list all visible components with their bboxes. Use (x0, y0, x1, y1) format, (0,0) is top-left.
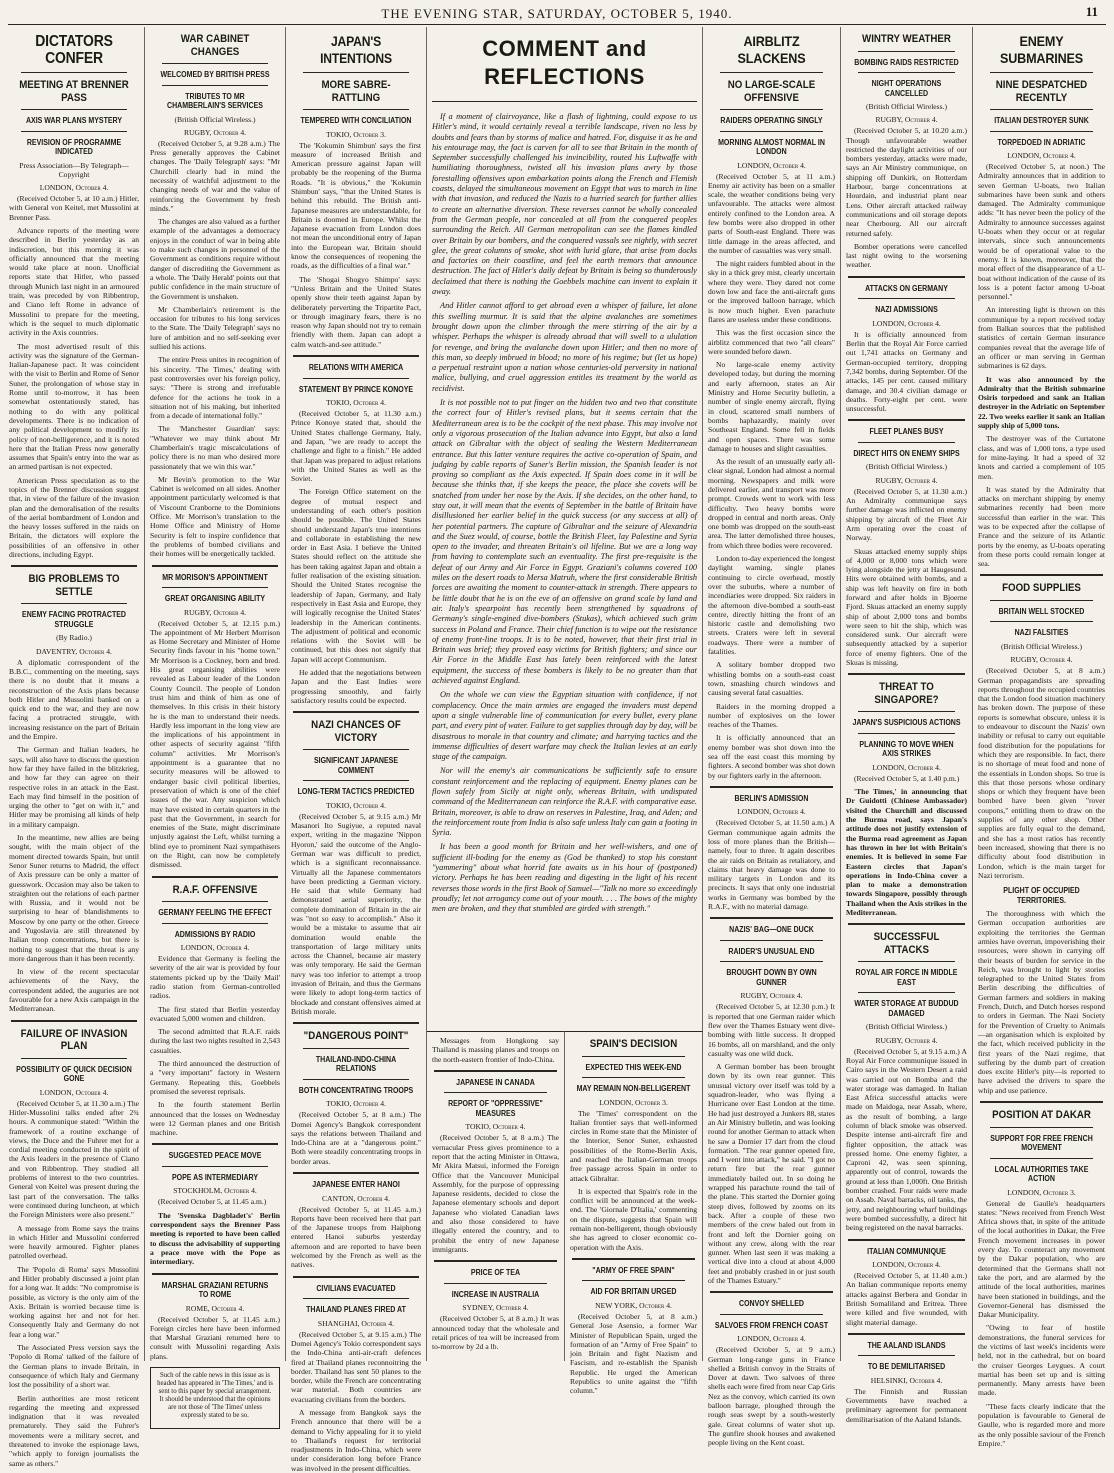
headline: BIG PROBLEMS TO SETTLE (28, 573, 120, 598)
deck: THAILAND PLANES FIRED AT (306, 1305, 406, 1315)
article-paragraph: London to-day experienced the longest daylight warning, single planes continuing to circle overhead, mostly over the suburbs, where a number of incendiaries were dropped. Six raiders in the afternoon dive-bombed a south-east centre, directly hitting the front of an historic castle and demolishing two streets. Craters were left in several roadways. There were a number of fatalities. (708, 554, 835, 657)
dateline: LONDON, October 4. (872, 318, 941, 328)
dateline-source: Press Association—By Telegraph—Copyright (19, 160, 129, 179)
dateline: DAVENTRY, October 4. (36, 646, 112, 656)
dateline: NEW YORK, October 4. (595, 1300, 672, 1310)
article-paragraph: As the result of an unusually early all-clear signal, London had almost a normal morning. Newspapers and milk were delivered earlier, and transport was more prompt. Crowds went to work with less difficulty. Two heavy bombs were dropped in central and north areas. Only one bomb was dropped on the south-east area. The latter demolished three houses, from which three bodies were recovered. (708, 457, 835, 550)
article-paragraph: Nor will the enemy's air communications be sufficiently safe to ensure constant reinforcement and the replacing of equipment. Enemy planes can be flown safely from Sicily at night only, whereas Britain, with undisputed command of the Mediterranean can reinforce the R.A.F. with comparative ease. Britain, moreover, is able to draw on reserves in Palestine, Iraq, and Aden; and the reinforcement route from India is also safe unless Italy can gain a footing in Syria. (432, 766, 697, 838)
headline: JAPANESE ENTER HANOI (312, 1180, 400, 1190)
deck: AXIS WAR PLANS MYSTERY (25, 116, 123, 125)
article-paragraph: In view of the recent spectacular achievements of the Navy, the correspondent added, the auguries are not favourable for a new Axis campaign in the Mediterranean. (9, 967, 139, 1014)
article-paragraph: The 'Kokumin Shimbun' says the first measure of increased British and American pressure against Japan will probably be the reopening of the Burma Roads. "It is obvious," the 'Kokumin Shimbun' says, "that the United States is behind this rebuild. The British anti-Japanese measures are understandable, for Britain is doomed in Europe. Whilst the Japanese evacuation from London does not mean the unconditional entry of Japan into the European war, Britain should know the consequences of reopening the roads, as the difficulties of a final war." (291, 140, 421, 271)
article-paragraph: "Owing to fear of hostile demonstrations, the funeral services for the victims of last week's incidents were held, not in the cathedral, but on board the cruiser Georges Leygues. A court martial has been set up and is sitting permanently. Many arrests have been made. (978, 1323, 1105, 1398)
article-paragraph: In the meantime, new allies are being sought, with the main object of the moment directed towards Spain, but until Senor Suner returns to Madrid, the effect of Axis pressure can be only a matter of guesswork. Occasion may also be taken to straighten out the relations of each partner with Russia, and it would not be surprising to hear of blandishments to Moscow by one party or the other. Greece and Yugoslavia are still threatened by Italian troop concentrations, but there is nothing to suggest that the threat is any more dangerous than it has been recently. (9, 833, 139, 963)
deck: EXPECTED THIS WEEK-END (585, 1062, 682, 1072)
article-paragraph: 'The Times,' in announcing that Dr Guidotti (Chinese Ambassador) visited the Churchill and discussed the Burma road, says Japan's attitude does not justify extension of the Burma road agreement as Japan has thrown in her lot with Britain's enemies. It is believed in some Far Eastern circles that Japan's operations in Indo-China cover a plan to make a demonstration towards Singapore, possibly through Thailand when the Axis strikes in the Mediterranean. (846, 787, 967, 918)
article-paragraph: The 'Manchester Guardian' says: "Whatever we may think about Mr Chamberlain's tragic miscalculations of policy there is no man who desired more passionately that we win this war." (150, 424, 280, 471)
deck: STATEMENT BY PRINCE KONOYE (298, 384, 414, 394)
headline: FLEET PLANES BUSY (869, 427, 944, 437)
deck: THAILAND-INDO-CHINA RELATIONS (315, 1054, 397, 1074)
article-paragraph: (Received October 5, at 10 a.m.) Hitler, with General von Keitel, met Mussolini at Brenner Pass. (9, 194, 139, 222)
article-paragraph: Bomber operations were cancelled last night owing to the worsening weather. (846, 241, 967, 270)
dateline: LONDON, October 4. (737, 1334, 806, 1344)
deck: ADMISSIONS BY RADIO (174, 929, 256, 939)
article-paragraph: (Received October 5, at 9.15 a.m.) Mr Masanori Ito Sugiyue, a reputed naval expert, writing in the magazine 'Nippon Hyoron,' said the outcome of the Anglo-German war was difficult to predict, which is a significant reconnaissance. Virtually all the Japanese commentators have been predicting a German victory. He said that while Germany had demonstrated aerial superiority, the complete domination of Britain in the air was "not so easy to accomplish." Also it would be a mistake to assume that air domination would enable the transportation of large military units across the Channel, because air mastery was only temporary. He said the German navy was too inferior to attempt a troop invasion of Britain, and thus the Germans were likely to adopt long-term tactics of blockade and constant offensives aimed at British morale. (291, 811, 421, 1016)
subheading: PLIGHT OF OCCUPIED TERRITORIES. (1003, 886, 1080, 905)
deck: BROUGHT DOWN BY OWN GUNNER (726, 968, 817, 987)
dateline: RUGBY, October 4. (875, 115, 938, 125)
column-5 (703, 27, 841, 1448)
deck: BOMBING RAIDS RESTRICTED (854, 57, 959, 67)
article-paragraph: This was the first occasion since the airblitz commenced that two "all clears" were sounded before dawn. (708, 328, 835, 356)
article-paragraph: (Received October 5, at 9.28 a.m.) The Press generally approves the Cabinet changes. The 'Daily Telegraph' says: "Mr Churchill clearly had in mind the necessity of watchful adjustment to the changing needs of war and the value of reinforcing the Government by fresh minds." (150, 138, 280, 213)
article-paragraph: It was stated by the Admiralty that attacks on merchant shipping by enemy submarines recently had been more successful than earlier in the war. This was to be expected after the collapse of France and the seizure of its Atlantic ports by the enemy, as U-boats operating from these ports could remain longer at sea. (978, 484, 1105, 569)
article-paragraph: Evidence that Germany is feeling the severity of the air war is provided by four statements picked up by the 'Daily Mail' radio station from German-controlled radios. (150, 954, 280, 1001)
deck: TO BE DEMILITARISED (867, 1362, 946, 1372)
article-paragraph: (Received October 5, at 9.15 a.m.) A Royal Air Force communique issued in Cairo says in the Western Desert a raid was carried out on Bomba and the water storage was damaged. In Italian East Africa successful attacks were made on Maidoga, near Assab, where, as the result of bombing, a large column of black smoke was observed. Despite intense anti-aircraft fire and fighter opposition, the attack was pressed home. One enemy fighter, a Caproni 42, was seen spinning, apparently out of control, towards the ground at less than 1,000ft. One British bomber crashed. Four raids were made on Assab. Naval barracks, oil tanks, the jetty, and neighbouring wharf buildings were bombed successfully, a direct hit being registered on the naval barracks. (846, 1046, 967, 1233)
article-paragraph: (Received October 5, at 12.15 p.m.) The appointment of Mr Herbert Morrison as Home Secretary and Minister of Home Security finds favour in his "home town." Mr Morrison is a Cockney, born and bred. His great organising abilities were revealed as Labour leader of the London County Council. The people of London trust him and think of him as one of themselves. In this crisis in their history he is the man to understand their needs. Hardly less important in the long view are the implications of his appointment in other aspects of security against "fifth column" activities. Mr Morrison's appointment is a guarantee that no security measures will be allowed to endanger basic civil political liberties, preservation of which is one of the chief issues of the war. Any suspicion which may have existed in certain quarters in the past that the Government, in search for enemies of the State, might discriminate unjustly against the Left, whilst turning a blind eye to prominent Nazi sympathisers on the Right, can now be completely dismissed. (150, 618, 280, 870)
article-paragraph: The German and Italian leaders, he says, will also have to discuss the question how far they have failed in the blitzkrieg, and how far they can agree on their respective roles in an attack in the East. Each may find himself in the position of urging the other to "get on with it," and Hitler may be promising all kinds of help in a military campaign. (9, 745, 139, 829)
deck: REVISION OF PROGRAMME INDICATED (26, 137, 122, 156)
dateline: ROME, October 4. (185, 1303, 245, 1313)
article-paragraph: The 'Shogai Shogyo Shimpo' says: "Unless Britain and the United States openly show their teeth against Japan by deliberately perverting the Tripartite Pact, or through imaginary fears, there is no reason why Japan should not try to remain friendly with them. Japan can adopt a calm watch-and-see attitude." (291, 274, 421, 349)
article-paragraph: It is expected that Spain's role in the conflict will be announced at the week-end. The 'Giornale D'Italia,' commenting on the dispute, suggests that Spain will remain non-belligerent, though obviously she has agreed to closer economic co-operation with the Axis. (570, 1186, 697, 1252)
article-paragraph: The 'Svenska Dagbladet's' Berlin correspondent says the Brenner Pass meeting is reported to have been called to discuss the advisability of supporting a peace move with the Pope as intermediary. (150, 1210, 280, 1267)
comment-reflections-section (427, 27, 703, 1031)
article-paragraph: (Received October 5, at 11.50 a.m.) A German communique again admits the loss of more planes than the British—namely, four to three. It again describes the air raids on Britain as retaliatory, and claims that heavy damage was done to military targets in London and its precincts. It says that only one industrial works in Germany was bombed by the R.A.F., with no material damage. (708, 818, 835, 912)
article-paragraph: (Received October 5, at 10.20 a.m.) Though unfavourable weather restricted the daylight activities of our bombers yesterday, attacks were made, says an Air Ministry communique, on shipping off Dunkirk, on Rotterdam Harbour, barge concentrations at Hourdain, and industrial plant near Lens. Other aircraft attacked railway communications and oil storage depots near Cherbourg. All our aircraft returned safely. (846, 126, 967, 238)
column-4b (565, 1031, 703, 1396)
article-paragraph: The 'Times' correspondent on the Italian frontier says that well-informed circles in Rome state that the Minister of the Interior, Senor Suner, exhausted possibilities of the Rome-Berlin Axis, and reached the Italian-German troops free passage across Spain in order to attack Gibraltar. (570, 1108, 697, 1183)
article-paragraph: (Received October 5, at 8 a.m.) It was announced today that the wholesale and retail prices of tea will be increased from to-morrow by 2d a lb. (432, 1314, 559, 1352)
dateline: TOKIO, October 4. (326, 398, 386, 408)
article-paragraph: Berlin authorities are most reticent regarding the meeting and expressed indignation that it was revealed prematurely. They said the Fuhrer's movements were a military secret, and threatened to invoke the espionage laws, "which apply to foreign journalists the same as others." (9, 1393, 139, 1468)
dateline: LONDON, October 4. (39, 183, 109, 193)
article-paragraph: A diplomatic correspondent of the B.B.C., commenting on the meeting, says there is no doubt that it means a reconstruction of the Axis plans because both Hitler and Mussolini banked on a quick end to the war, and they are now facing a protracted struggle, with increasing resistance on the part of Britain and the Empire. (9, 657, 139, 742)
deck: LONG-TERM TACTICS PREDICTED (297, 787, 415, 797)
subheadline: MORE SABRE-RATTLING (321, 79, 391, 104)
article-paragraph: (Received October 5, at 1.40 p.m.) (854, 773, 960, 783)
deck: SALVOES FROM FRENCH COAST (714, 1320, 829, 1330)
article-paragraph: (Received October 5, at 8 a.m.) The vernacular Press gives prominence to a report that the acting Minister in Ottawa, Mr Akira Matsui, informed the Foreign Office that the Vancouver Municipal Assembly, for the purpose of oppressing Japanese residents, decided to close the Japanese elementary schools and deport Japanese who violated Canadian laws and also those considered to have illegally entered the country, and to prohibit the entry of new Japanese immigrants. (432, 1133, 559, 1254)
dateline: TOKIO, October 4. (326, 1099, 386, 1109)
deck: POPE AS INTERMEDIARY (171, 1172, 259, 1182)
dateline: RUGBY, October 4. (183, 127, 247, 137)
dateline: STOCKHOLM, October 4. (173, 1186, 257, 1196)
deck: TORPEDOED IN ADRIATIC (997, 137, 1086, 147)
deck: ROYAL AIR FORCE IN MIDDLE EAST (855, 968, 958, 987)
headline: ITALIAN COMMUNIQUE (867, 1246, 946, 1256)
article-paragraph: And Hitler cannot afford to get abroad even a whisper of failure, let alone this swelling murmur. It is said that the alpine avalanches are sometimes brought down upon the climber through the mere stirring of the air by a whisper. Perhaps the whisper is already abroad that will swell to a ululation for revenge, and bring the avalanche down upon Hitler; and then no more of this man, so deeply imbrued in blood; no more of his regime; but (let us hope) a perpetual restraint upon a nation whose centuries-old perversity in national malice, bullying, and cruel aggression entitles its treatment by the world as recidivist. (432, 301, 697, 393)
deck: REPORT OF "OPPRESSIVE" MEASURES (448, 1099, 543, 1118)
headline: THREAT TO SINGAPORE? (874, 681, 939, 706)
dateline-source: (By Radio.) (56, 633, 92, 643)
deck: BRITAIN WELL STOCKED (998, 606, 1085, 616)
article-paragraph: A solitary bomber dropped two whistling bombs on a south-east coast town, smashing church windows and causing several fatal casualties. (708, 660, 835, 698)
section-title: COMMENT and REFLECTIONS (432, 35, 697, 102)
subheadline: NINE DESPATCHED RECENTLY (995, 79, 1088, 104)
deck: ENEMY FACING PROTRACTED STRUGGLE (22, 610, 126, 629)
article-paragraph: The night raiders fumbled about in the sky in a thick grey mist, clearly uncertain where they were. They dared not come down low and face the anti-aircraft guns or the improved balloon barrage, which is now much higher. Even parachute flares are useless under these conditions. (708, 259, 835, 324)
headline: WAR CABINET CHANGES (180, 33, 250, 58)
article-paragraph: It was also announced by the Admiralty that the British submarine Osiris torpedoed and sank an Italian destroyer in the Adriatic on September 22. Two weeks earlier it sank an Italian supply ship of 5,000 tons. (978, 374, 1105, 431)
dateline-source: (British Official Wireless.) (865, 1022, 948, 1032)
article-paragraph: "These facts clearly indicate that the population is favourable to General de Gaulle, who is regarded more and more as the only possible saviour of the French Empire." (978, 1401, 1105, 1448)
deck: TRIBUTES TO MR CHAMBERLAIN'S SERVICES (167, 91, 263, 110)
article-paragraph: The Associated Press version says the 'Popolo di Roma' talked of the failure of the German plans to invade Britain, in consequence of which Italy and Germany lost the possibility of a short war. (9, 1343, 139, 1390)
article-paragraph: (Received October 5, at 11.45 a.m.) Reports have been received here that part of the Japanese troops from Haiphong entered Hanoi suburbs yesterday afternoon and are reported to have been welcomed by the French as well as the natives. (291, 1204, 421, 1270)
article-paragraph: The entire Press unites in recognition of his sincerity. 'The Times,' dealing with past controversies over his foreign policy, says: "There is strong and irrefutable defence for the actions he took in a situation not of his making, but inherited from a decade of international folly." (150, 355, 280, 421)
dateline: LONDON, October 4. (39, 1087, 109, 1097)
dateline: RUGBY, October 4. (1010, 655, 1073, 665)
editorial-note: Such of the cable news in this issue as is headed has appeared in 'The Times,' and is sent to this paper by special arrangement. It should be understood that the opinions are not those of 'The Times' unless expressly stated to be so. (157, 1371, 273, 1419)
headline: FOOD SUPPLIES (1002, 582, 1081, 595)
deck: PLANNING TO MOVE WHEN AXIS STRIKES (859, 739, 954, 759)
article-paragraph: (Received October 5, at 9.15 a.m.) The Domei Agency's Tokio correspondent says the Indo-China anti-air-craft defences fired at Thailand planes reconnoitring the border. Thailand has sent 50 planes to the border, while the French are concentrating war material. Both countries are evacuating civilians from the borders. (291, 1329, 421, 1404)
article-paragraph: American Press speculation as to the topics of the Brenner discussion suggest that, in view of the failure of the invasion plan and the demoralisation of the results of the aerial bombardment of London and the heavy losses suffered in the raids on Britain, the dictators will explore the possibilities of an offensive in other directions, including Egypt. (9, 475, 139, 560)
deck: RAIDER'S UNUSUAL END (728, 946, 815, 956)
dateline-source: (British Official Wireless.) (865, 462, 948, 472)
deck: MORNING ALMOST NORMAL IN LONDON (718, 137, 825, 156)
dateline: LONDON, October 4. (872, 762, 941, 772)
deck: GREAT ORGANISING ABILITY (164, 594, 266, 604)
masthead-title: THE EVENING STAR, SATURDAY, OCTOBER 5, 1940. (381, 6, 733, 21)
dateline: SHANGHAI, October 4. (317, 1318, 395, 1328)
article-paragraph: The thoroughness with which the German occupation authorities are exploiting the territories the German armies have overrun, impoverishing their resources, were shown in carrying off their beasts of burden for service in the Reich, was brought to light by stories telegraphed to the United States from Berlin describing the difficulties of German farmers and soldiers in making French, Dutch, and Dutch horses respond to orders in German. The Nazi Society for the Prevention of Cruelty to Animals—an organisation which is exploited by the fact, which received publicity in the first years of the Nazi regime, that suffering by the dumb part of creation does excite Hitler's pity—is reported to have advised the drivers to spare the whip and use patience. (978, 909, 1105, 1095)
headline: RELATIONS WITH AMERICA (308, 363, 404, 373)
deck: POSSIBILITY OF QUICK DECISION GONE (16, 1064, 132, 1084)
headline: THE AALAND ISLANDS (867, 1340, 946, 1350)
article-paragraph: Messages from Hongkong say Thailand is massing planes and troops on the north-eastern frontier of Indo-China. (432, 1036, 559, 1064)
dateline: RUGBY, October 4. (740, 991, 803, 1001)
column-6 (841, 27, 973, 1424)
headline: ENEMY SUBMARINES (1000, 33, 1083, 66)
headline: ATTACKS ON GERMANY (865, 283, 948, 293)
dateline: HELSINKI, October 4. (870, 1375, 943, 1385)
headline: WINTRY WEATHER (862, 33, 951, 45)
column-7 (973, 27, 1110, 1448)
dateline: LONDON, October 3. (1007, 1187, 1076, 1197)
headline: MARSHAL GRAZIANI RETURNS TO ROME (161, 1280, 269, 1299)
dateline: LONDON, October 4. (872, 1260, 941, 1270)
article-paragraph: The Foreign Office statement on the degree of mutual respect and understanding of each other's position should be possible. The United States should understand Japan's true intentions and collaborate in establishing the new order in East Asia. I believe the United States should reflect on the attitude she has been taking against Japan and obtain a fuller realisation of the existing situation. Should the United States recognise the leadership of Japan, Germany, and Italy respectively in East Asia and Europe, they will logically recognise the United States' leadership in the American continents. The adjustment of political and economic relations with the Soviet will be continued, but this does not signify that Japan will accept Communism. (291, 487, 421, 664)
article-paragraph: An interesting light is thrown on this communique by a report received today from Balkan sources that the published statistics of certain German insurance companies reveal that the average life of an officer or man serving in German submarines is 62 days. (978, 305, 1105, 371)
article-paragraph: (Received October 5, at noon.) The Admiralty announces that in addition to seven German U-boats, two Italian submarines have been sunk and others damaged. The Admiralty communique adds: "It has never been the policy of the Admiralty to announce successes against U-boats when they occur or at regular intervals, since such announcements would be of operational value to the enemy. It is known, moreover, that the moral effect of the disappearance of a U-boat without indication of the cause of its loss is a potent factor among U-boat personnel." (978, 162, 1105, 302)
deck: SIGNIFICANT JAPANESE COMMENT (313, 756, 399, 775)
page-number: 11 (1085, 4, 1098, 19)
headline: NAZIS' BAG—ONE DUCK (729, 925, 814, 935)
article-paragraph: A message from Rome says the trains in which Hitler and Mussolini conferred were heavily armoured. Fighter planes patrolled overhead. (9, 1223, 139, 1261)
deck: BOTH CONCENTRATING TROOPS (298, 1085, 414, 1095)
headline: SUCCESSFUL ATTACKS (873, 931, 940, 956)
headline: NAZI CHANCES OF VICTORY (311, 719, 401, 744)
article-paragraph: Raiders in the morning dropped a number of explosives on the lower reaches of the Thames. (708, 701, 835, 730)
deck: DIRECT HITS ON ENEMY SHIPS (853, 448, 960, 458)
deck: NAZI ADMISSIONS (875, 305, 938, 315)
comment-body (432, 112, 697, 915)
article-paragraph: (Received October 5, at 8 a.m.) The Domei Agency's Bangkok correspondent says the relations between Thailand and Indo-China are at a "dangerous point." Both were steadily concentrating troops in border areas. (291, 1110, 421, 1166)
article-paragraph: He added that the negotiations between Japan and the East Indies were progressing smoothly, and fairly satisfactory results could be expected. (291, 668, 421, 705)
deck: NAZI FALSITIES (1014, 628, 1069, 638)
article-paragraph: A message from Bangkok says the French announce that there will be a demand to Vichy appealing for it to yield to Thailand's request for territorial readjustments in Indo-China, which were under consideration long before France was involved in the present difficulties. (291, 1408, 421, 1473)
article-paragraph: It is officially announced that an enemy bomber was shot down into the sea off the east coast this morning by fighters. A second bomber was shot down by our fighters early in the afternoon. (708, 733, 835, 780)
headline: CIVILIANS EVACUATED (316, 1283, 396, 1293)
article-paragraph: (Received October 5, at 11.45 a.m.) (158, 1197, 267, 1207)
article-paragraph: The Finnish and Russian Governments have reached a preliminary agreement for permanent demilitarisation of the Aaland Islands. (846, 1386, 967, 1424)
article-paragraph: The destroyer was of the Curtatone class, and was of 1,000 tons, a type used for mine-laying. It had a speed of 32 knots and carried a complement of 105 men. (978, 434, 1105, 481)
headline: PRICE OF TEA (470, 1268, 521, 1278)
dateline: RUGBY, October 4. (875, 475, 938, 485)
dateline: LONDON, October 4. (180, 943, 250, 953)
headline: JAPANESE IN CANADA (456, 1077, 535, 1087)
article-paragraph: The changes are also valued as a further example of the advantages a democracy enjoys in the conduct of war in being able to make such changes in personnel of the Government as conditions require without danger of discrediting the Government as a whole. The 'Daily Herald' points out that public confidence in the main structure of the Government is unshaken. (150, 217, 280, 301)
dateline: LONDON, October 4. (737, 807, 806, 817)
deck: ITALIAN DESTROYER SUNK (994, 116, 1089, 125)
dateline: TOKIO, October 4. (465, 1122, 526, 1132)
dateline: SYDNEY, October 4. (462, 1303, 529, 1313)
column-3 (286, 27, 427, 1473)
article-paragraph: In the fourth statement Berlin announced that the losses on Wednesday were 12 German planes and one British machine. (150, 1100, 280, 1138)
column-4a (427, 1031, 565, 1361)
column-2 (145, 27, 286, 1419)
deck: LOCAL AUTHORITIES TAKE ACTION (994, 1164, 1089, 1184)
newspaper-page (4, 27, 1110, 1473)
dateline: RUGBY, October 4. (875, 1035, 938, 1045)
article-paragraph: (Received October 5, at 11.30 a.m.) Prince Konoye stated that, should the United States challenge Germany, Italy, and Japan, "we are ready to accept the challenge and fight to a finish." He added that Japan was prepared to adjust relations with the United States as well as the Soviet. (291, 409, 421, 484)
subheadline: NO LARGE-SCALE OFFENSIVE (727, 79, 816, 104)
headline: SUGGESTED PEACE MOVE (168, 1151, 262, 1161)
column-1 (4, 27, 145, 1468)
article-paragraph: The first stated that Berlin yesterday evacuated 5,000 women and children. (150, 1004, 280, 1023)
article-paragraph: If a moment of clairvoyance, like a flash of lightning, could expose to us Hitler's mind, it would certainly reveal a terrible landscape, riven no less by doubts and fears than by storms of malice and hatred. For, disguise it as he and his entourage may, the fact is carven for all to see that Britain in the month of September successfully challenged his invincibility, routed his Luftwaffe with humiliating thoroughness, twisted all his invasion plans awry by those forestalling offensives upon embarkation points along the French and Flemish coasts, delayed the simultaneous movement on Egypt that was to march in line with that invasion, and reduced the Nazis to a hurried search for further allies to create an alternative diversion. These reverses cannot be wholly concealed from the German people, nor concealed at all from the conquered peoples surrounding the Reich. All German metropolitan can see the flames kindled over Britain by our bombers, and the conquered vassals see nightly, with secret glee, the great columns of smoke, shot with lurid glare, that arise from docks and factories on their coastline, and feel the earth tremors that announce destruction. The fact of Hitler's daily defeat by Britain is being so thunderously declaimed that there is nothing the Goebbels machine can invent to explain it away. (432, 112, 697, 297)
article-paragraph: Mr Bevin's promotion to the War Cabinet is welcomed on all sides. Another appointment particularly welcomed is that of Viscount Cranborne to the Dominions Office. Mr Morrison's translation to the Home Office and Ministry of Home Security is felt to inspire confidence that the problems of bombed civilians and their homes will be energetically tackled. (150, 474, 280, 559)
dateline: TOKIO, October 4. (326, 800, 386, 810)
dateline: LONDON, October 3. (599, 1097, 668, 1107)
article-paragraph: Skuas attacked enemy supply ships of 4,000 or 8,000 tons which were lying alongside the jetty at Haugesund. Hits were obtained with bombs, and a ship was left heavily on fire in both forward and after holds in Bjoerne Fjord. Skuas attacked an enemy supply ship of about 2,000 tons and bombs were seen to hit the ship, which was considered sunk. Our aircraft were subsequently attacked by a superior force of enemy fighters. One of the Skuas is missing. (846, 546, 967, 668)
dateline: TOKIO, October 3. (326, 129, 386, 139)
headline: "DANGEROUS POINT" (303, 1030, 409, 1043)
headline: CONVOY SHELLED (739, 1299, 804, 1309)
dateline: LONDON, October 4. (737, 160, 806, 170)
headline: FAILURE OF INVASION PLAN (20, 1027, 128, 1053)
article-paragraph: The 'Popolo di Roma' says Mussolini and Hitler probably discussed a joint plan for a long war. It adds: "No compromise is possible, as victory is the only aim of the Axis. Britain is worried because time is working against her and not for her. Consequently Italy and Germany do not fear a long war." (9, 1264, 139, 1339)
deck: NIGHT OPERATIONS CANCELLED (871, 79, 942, 98)
headline: R.A.F. OFFENSIVE (172, 883, 258, 896)
deck: MAY REMAIN NON-BELLIGERENT (576, 1084, 691, 1093)
dateline: LONDON, October 4. (1007, 151, 1076, 160)
article-paragraph: (Received October 5, at 11.30 a.m.) The Hitler-Mussolini talks ended after 2¾ hours. A communique stated: "Within the framework of a routine exchange of views, the Duce and the Fuhrer met for a cordial meeting conducted in the spirit of the Axis leaders in the presence of Ciano and von Ribbentrop. They studied all problems of interest to the two countries. General von Keitel was present during the last part of the conversation. The talks were continued during luncheon, at which the Foreign Ministers were also present." (9, 1098, 139, 1220)
article-paragraph: A German bomber has been brought down by its own rear gunner. This unusual victory over itself was told by a squadron-leader, who was flying a Hurricane over East London at the time. He had just destroyed a Junkers 88, states an Air Ministry bulletin, and was looking round for another German to attack when he saw a Dornier 17 dart from the cloud formation. "The rear gunner opened fire, and I went into attack," he said. "I got no return fire but the rear gunner immediately bailed out. In so doing he wrapped his parachute round the tail of the plane. This started the Dornier going steep dives, followed by zooms on its back. After a couple of these two members of the crew baled out from in front and left the Dornier going on without any crew, along with the rear gunner. When last seen it was making a vertical dive into a cloud at about 4,000 feet and probably crashed in or just south of the Thames Estuary." (708, 1062, 835, 1285)
article-paragraph: It is officially announced from Berlin that the Royal Air Force carried out 1,741 attacks on Germany and German-occupied territory, dropping 7,342 bombs, during September. Of the attacks, 145 per cent. caused military damage, and 30.4 civilian damage or deaths. Forty-eight per cent. were unsuccessful. (846, 329, 967, 414)
deck: JAPAN'S SUSPICIOUS ACTIONS (852, 718, 961, 728)
headline: SPAIN'S DECISION (589, 1038, 678, 1050)
deck: RAIDERS OPERATING SINGLY (720, 116, 823, 125)
article-paragraph: (Received October 5, at 8 a.m.) German propagandists are spreading reports throughout the occupied countries that the London food situation machinery has broken down. The purpose of these reports is somewhat obscure, unless it is to endeavour to discount the Nazis' own inability or refusal to carry out equitable food distribution for the populations for which they are responsible. In fact, there is no shortage of meat food and none of the essentials in London shops. So true is this that those persons whose ordinary shops or which they frequent have been bombed have been given "rover coupons," entitling them to draw on the supplies of any other shop. Other supplies are fully equal to the demand, and she has a most ratios has recently been increased, showing that there is no difficulty about food distribution in London, which is the main target for Nazi terrorism. (978, 666, 1105, 880)
article-paragraph: (Received October 5, at 9 a.m.) German long-range guns in France shelled a British convoy in the Straits of Dover at dawn. Two salvoes of three shells each were fired from near Cap Gris Nez as the convoy, which carried its own balloon barrage, ploughed through the rough seas swept by a south-westerly gale. Great columns of water shot up. The gunfire shook houses and awakened people living on the Kent coast. (708, 1345, 835, 1448)
headline: "ARMY OF FREE SPAIN" (592, 1265, 675, 1275)
deck: INCREASE IN AUSTRALIA (451, 1289, 540, 1299)
article-paragraph: (Received October 5, at 12.30 p.m.) It is reported that one German raider which flew over the Thames Estuary went dive-bombing with little success. It dropped 16 bombs, all on marshland, and the only casualty was one wild duck. (708, 1002, 835, 1058)
headline: BERLIN'S ADMISSION (734, 793, 809, 803)
dateline-source: (British Official Wireless.) (865, 102, 948, 111)
article-paragraph: On the whole we can view the Egyptian situation with confidence, if not complacency. Once the main armies are engaged the invaders must depend upon a single vulnerable line of communication for every bullet, every plane part, and every pint of water. Failure to get supplies through day by day, will be disastrous to morale in that country and climate; and harrying tactics and the immense difficulties of desert warfare may check the Italian levies at an early stage of the campaign. (432, 690, 697, 762)
deck: TEMPERED WITH CONCILIATION (300, 116, 412, 125)
article-paragraph: (Received October 5, at 11.40 a.m.) An Italian communique reports enemy attacks against Berbera and Gondar in British Somaliland and Eritrea. Three were killed and five wounded, with slight material damage. (846, 1271, 967, 1327)
headline: POSITION AT DAKAR (992, 1109, 1091, 1122)
deck: SUPPORT FOR FREE FRENCH MOVEMENT (990, 1133, 1093, 1153)
editorial-note-box (150, 1367, 280, 1429)
headline: MR MORISON'S APPOINTMENT (162, 572, 268, 582)
article-paragraph: (Received October 5, at 11.30 a.m.) An Admiralty communique says further damage was inflicted on enemy shipping by aircraft of the Fleet Air Arm operating over the coast of Norway. (846, 486, 967, 543)
dateline: CANTON, October 4. (321, 1193, 390, 1203)
deck: AID FOR BRITAIN URGED (590, 1287, 677, 1297)
article-paragraph: No large-scale enemy activity developed today, but during the morning and early afternoon, states an Air Ministry and Home Security bulletin, a number of single enemy aircraft, flying in cloud, scattered small numbers of bombs haphazardly, mainly over Southeast England. Some fell in fields and open spaces. There was some damage to houses and slight casualties. (708, 360, 835, 453)
headline: JAPAN'S INTENTIONS (320, 34, 392, 66)
headline: AIRBLITZ SLACKENS (737, 33, 806, 66)
subheadline: MEETING AT BRENNER PASS (19, 79, 129, 104)
article-paragraph: (Received October 5, at 11 a.m.) Enemy air activity has been on a smaller scale, the weather conditions being very unfavourable. The attacks were almost entirely confined to the London area. A few bombs were also dropped in other parts of South-east England. There was little damage in the areas affected, and the number of casualties was very small. (708, 171, 835, 255)
article-paragraph: It has been a good month for Britain and her well-wishers, and one of sufficient ill-boding for the enemy as (God be thanked) to stop his constant "yammering" about what horrid fate awaits us in his hour of (postponed) victory. Perhaps he has been reading and digesting in the light of his recent reverses those words in the first Book of Samuel—"Talk no more so exceedingly proudly; let not arrogancy come out of your mouth. . . . The bows of the mighty men are broken, and they that stumbled are girded with strength." (432, 842, 697, 914)
article-paragraph: The third announced the destruction of a "very important" factory in Western Germany. Repeating this, Goebbels promised the severest reprisals. (150, 1059, 280, 1096)
dateline-source: (British Official Wireless.) (174, 114, 256, 124)
article-paragraph: It is not possible not to put finger on the hidden two and two that constitute the correct four of Hitler's revised plans, but it seems certain that the Mediterranean area is to be the cockpit of the next phase. This may involve not only a vigorous prosecution of the Italian advance into Egypt, but also a land attack on Gibraltar with the object of sealing the Western Mediterranean entrance. But this latter venture requires the active co-operation of Spain, and judging by cable reports of Suner's Berlin mission, the Spanish leader is not proving so compliant as the Axis expected. If Spain does come in it will be because she thinks that, if she keeps the peace, the place she covets will be snatched from under her nose by the Axis. If she decides, on the other hand, to stay out, it will mean that the events of September in the battle of Britain have disillusioned her earlier belief in the quick success (or any success at all) of her potential partners. The capture of Gibraltar and the seizure of Alexandria and the Suez would, of course, bottle the British Fleet, lay Palestine and Syria open to the invader, and threaten Britain's oil lifeline. But we are a long way from having to contemplate such an eventuality. The first pre-requisite is the defeat of our Army and Air Force in Egypt. Graziani's columns covered 100 miles on the desert roads to Mersa Matruh, where the first considerable British forces are awaiting the moment to counter-attack in strength. There appears to be little doubt that he is on the eve of an offensive on grand scale by land and air. Italy's spearpoint has recently been strengthened by squadrons of Germany's single-engined dive-bombers (Stukas), which achieved such grim success in Poland and France. Their chief function is to wipe out the resistance of enemy front-line troops. It is to be noted, however, that their first trial in Britain was brief; they proved easy victims for British fighters; and since our Air Force in the Middle East has lately been reinforced with the latest equipment, the success of these bombers is likely to be no greater than that achieved against England. (432, 398, 697, 686)
dateline-source: (British Official Wireless.) (1000, 641, 1083, 651)
article-paragraph: Advance reports of the meeting were described in Berlin yesterday as an indiscretion, but this morning it was officially announced that the meeting would take place at noon. Unofficial reports state that Hitler, who passed through Munich last night in an armoured train, was preceded by von Ribbentrop, and Ciano left Rome in advance of Mussolini to prepare for the meeting, which is the sequel to much diplomatic activity in the Axis countries. (9, 225, 139, 338)
article-paragraph: (Received October 5, at 11.45 a.m.) Foreign circles here have been informed that Marshal Graziani returned here to consult with Mussolini regarding Axis plans. (150, 1314, 280, 1361)
deck: GERMANY FEELING THE EFFECT (158, 908, 272, 918)
article-paragraph: The second admitted that R.A.F. raids during the last two nights resulted in 2,543 casualties. (150, 1027, 280, 1055)
masthead (8, 4, 1106, 25)
article-paragraph: Mr Chamberlain's retirement is the occasion for tributes to his long services to the State. The 'Daily Telegraph' says no lure of ambition and no self-seeking ever sullied his actions. (150, 304, 280, 352)
article-paragraph: The most advertised result of this activity was the signature of the German-Italian-Japanese pact. It was coincident with the visit to Berlin and Rome of Senor Suner, the prolongation of whose stay in Rome until to-morrow, it has been somewhat ostentatiously stated, has nothing to do with any political developments. There is no indication of any political development to modify its policy of non-belligerence, and it is noted here that the Italian Press now generally assumes that Spain's entry into the war as an armed partisan is not expected. (9, 341, 139, 472)
article-paragraph: (Received October 5, at 8 a.m.) General Jose Asensio, a former War Minister of Republican Spain, urged the formation of an "Army of Free Spain" to join Britain and fight Nazism and Fascism, and re-establish the Spanish Republic. He urged the American Republics to unite against the "fifth column." (570, 1311, 697, 1396)
headline: DICTATORS CONFER (35, 33, 113, 67)
deck: WELCOMED BY BRITISH PRESS (160, 70, 270, 79)
article-paragraph: General de Gaulle's headquarters states: "News received from French West Africa shows that, in spite of the attitude of the local authorities in Dakar, the Free French movement increases in power every day. To counteract any movement by the Dakar population, who are determined that the Germans shall not take the port, and are alarmed by the attitude of the local authorities, marines have been stationed in buildings, and the Governor-General has dismissed the Dakar Municipality. (978, 1198, 1105, 1320)
deck: WATER STORAGE AT BUDDUD DAMAGED (854, 999, 959, 1018)
dateline: RUGBY, October 4. (183, 607, 247, 617)
